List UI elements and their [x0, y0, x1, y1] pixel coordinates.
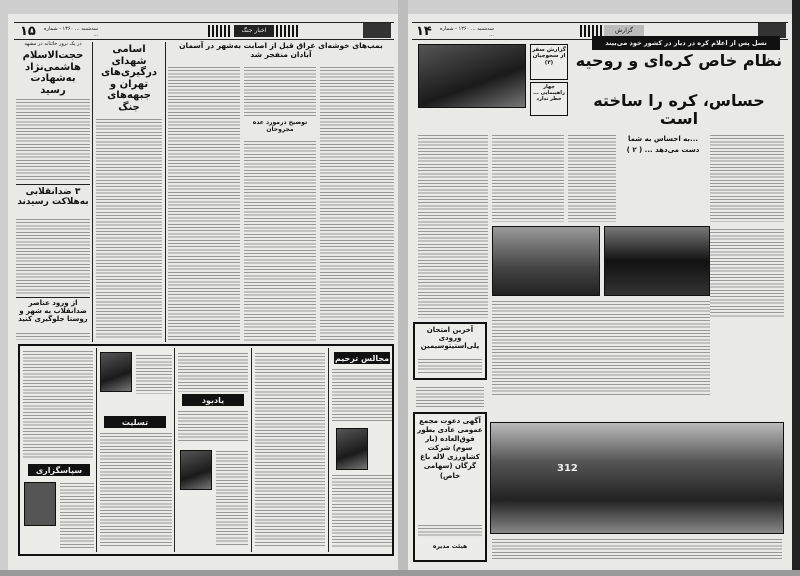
- page-number: ۱۵: [20, 24, 36, 39]
- series-label: گزارش سفر از سحوجیان (۳): [532, 47, 566, 66]
- tank-photo: [490, 422, 784, 534]
- portrait-photo: [24, 482, 56, 526]
- main-headline: نظام خاص کره‌ای و روحیه: [575, 51, 783, 70]
- page-gutter: [398, 0, 408, 576]
- section-label: اخبار جنگ: [234, 25, 274, 37]
- series-box: [530, 44, 568, 80]
- section-barcode: [208, 25, 232, 37]
- main-headline-line2: حساس، کره را ساخته است: [593, 91, 765, 128]
- portrait-photo: [100, 352, 132, 392]
- scan-edge: [792, 0, 800, 576]
- article-headline: اسامی شهدای درگیری‌های تهران و جبهه‌های جنگ: [100, 44, 158, 113]
- kicker-bar: نسل پس از اعلام کره در دیار در کشور خود می‌بیند: [592, 36, 780, 50]
- series-label: چهار راهپیمایی ... خطر ندارد: [533, 84, 565, 102]
- report-photo: [418, 44, 526, 108]
- date-line: سه‌شنبه ... ۱۳۶۰ - شماره ...: [43, 26, 98, 38]
- exam-notice-box: [413, 322, 487, 380]
- tank-number: 312: [557, 463, 578, 474]
- portrait-photo: [336, 428, 368, 470]
- meeting-ad-title: آگهی دعوت مجمع عمومی عادی بطور فوق‌العاده (بار سوم) شرکت کشاورزی لاله باغ گرگان (سهامی خاص): [417, 417, 483, 480]
- article-headline: ۳ ضدانقلابی به‌هلاکت رسیدند: [17, 187, 89, 208]
- condolence-heading: مجالس ترحیم: [334, 353, 390, 363]
- main-headline: بمب‌های خوشه‌ای عراق قبل از اصابت به‌شهر در آسمان آبادان منفجر شد: [179, 41, 383, 59]
- meeting-ad-signature: هیئت مدیره: [432, 543, 468, 550]
- street-photo: [492, 226, 600, 296]
- memorial-heading: یادبود: [182, 394, 244, 406]
- soldiers-photo: [604, 226, 710, 296]
- article-headline: حجت‌الاسلام هاشمی‌نژاد به‌شهادت رسید: [22, 50, 84, 96]
- exam-notice-title: آخرین امتحان ورودی پلی‌استیتوسیمین: [420, 326, 480, 351]
- article-headline: از ورود عناصر ضدانقلاب به شهر و روستا جلوگیری کنید: [18, 299, 88, 324]
- article-kicker: در یک ترور خائنانه در مشهد: [24, 41, 82, 47]
- right-page: [408, 14, 792, 574]
- left-page: [8, 14, 398, 574]
- date-line: سه‌شنبه ... ۱۳۶۰ - شماره ...: [439, 26, 494, 38]
- portrait-photo: [180, 450, 212, 490]
- sympathy-heading: تسلیت: [104, 416, 166, 428]
- gratitude-heading: سپاسگزاری: [28, 464, 90, 476]
- newspaper-logo: [363, 23, 391, 38]
- classified-ads-box: [18, 344, 394, 556]
- subheadline: توضیح درمورد عده مجروحان: [252, 119, 308, 133]
- scan-bottom-edge: [0, 570, 800, 576]
- section-label: گزارش: [604, 25, 644, 37]
- intro-box: ...به احساس به شما دست می‌دهد ... ( ۲ ): [626, 135, 700, 154]
- page-number: ۱۴: [416, 24, 432, 39]
- meeting-ad-box: [413, 412, 487, 562]
- series-box: [530, 82, 568, 116]
- section-barcode: [276, 25, 300, 37]
